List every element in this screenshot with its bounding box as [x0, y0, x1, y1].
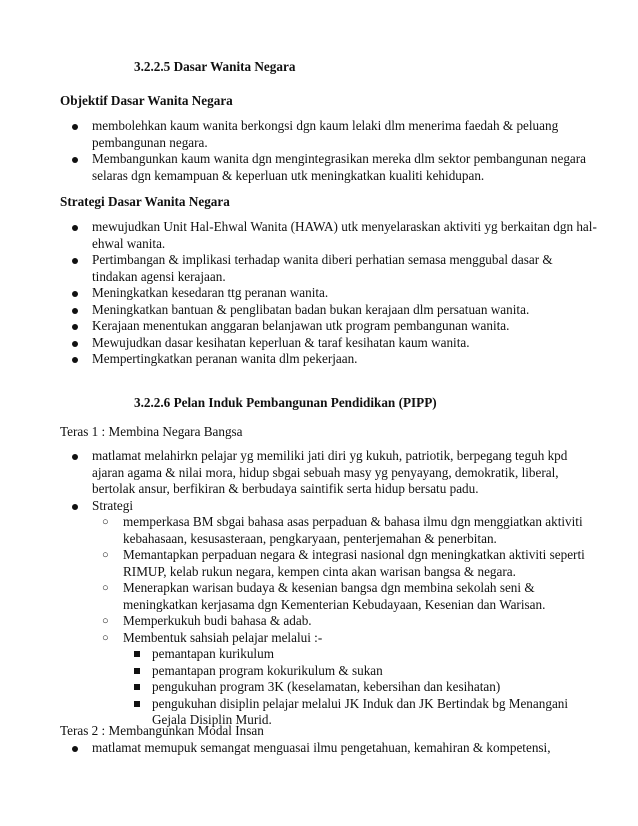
square-bullet-icon: [134, 651, 140, 657]
list-item: Pertimbangan & implikasi terhadap wanita diberi perhatian semasa menggubal dasar & tindakan agensi kerajaan.: [60, 252, 600, 285]
sublist-item: ○ memperkasa BM sbgai bahasa asas perpaduan & bahasa ilmu dgn menggiatkan aktiviti kebahasaan, kesusasteraan, pengkaryaan, penterjemahan & penerbitan.: [102, 514, 583, 546]
circle-bullet-icon: ○: [102, 516, 109, 528]
bullet-icon: [72, 454, 78, 460]
strategi-title: Strategi Dasar Wanita Negara: [60, 194, 230, 209]
list-item: Mempertingkatkan peranan wanita dlm pekerjaan.: [60, 351, 600, 368]
bullet-icon: [72, 308, 78, 314]
sublist-item: ○ Memantapkan perpaduan negara & integrasi nasional dgn meningkatkan aktiviti seperti RIMUP, kelab rukun negara, kempen cinta akan warisan bangsa & negara.: [102, 547, 585, 579]
list-item: Meningkatkan bantuan & penglibatan badan bukan kerajaan dlm persatuan wanita.: [60, 302, 600, 319]
bullet-icon: [72, 258, 78, 264]
list-item: matlamat melahirkn pelajar yg memiliki jati diri yg kukuh, patriotik, berpegang teguh kpd ajaran agama & nilai mora, hidup sbgai sebuah masy yg penyayang, demokratik, liberal, bertolak ansur, berfikiran & berbudaya saintifik serta hidup bersatu padu.: [60, 448, 600, 498]
circle-bullet-icon: ○: [102, 631, 109, 644]
sublist-item: ○ Menerapkan warisan budaya & kesenian bangsa dgn membina sekolah seni & meningkatkan kerjasama dgn Kementerian Kebudayaan, Kesenian dan Warisan.: [102, 580, 546, 612]
teras2-list: [60, 740, 600, 757]
bullet-icon: [72, 746, 78, 752]
list-item: membolehkan kaum wanita berkongsi dgn kaum lelaki dlm menerima faedah & peluang pembangunan negara.: [60, 118, 600, 151]
bullet-icon: [72, 225, 78, 231]
bullet-icon: [72, 124, 78, 130]
bullet-icon: [72, 324, 78, 330]
list-item: matlamat memupuk semangat menguasai ilmu pengetahuan, kemahiran & kompetensi,: [60, 740, 600, 757]
list-item: mewujudkan Unit Hal-Ehwal Wanita (HAWA) utk menyelaraskan aktiviti yg berkaitan dgn hal-ehwal wanita.: [60, 219, 600, 252]
square-bullet-icon: [134, 701, 140, 707]
square-bullet-icon: [134, 684, 140, 690]
bullet-icon: [72, 157, 78, 163]
list-item: Kerajaan menentukan anggaran belanjawan utk program pembangunan wanita.: [60, 318, 600, 335]
teras1-list: [60, 448, 600, 729]
strategi-sublist: [92, 514, 600, 729]
section-heading-pipp: 3.2.2.6 Pelan Induk Pembangunan Pendidikan (PIPP): [134, 395, 437, 410]
teras1-title: Teras 1 : Membina Negara Bangsa: [60, 424, 243, 439]
circle-bullet-icon: ○: [102, 615, 109, 627]
bullet-icon: [72, 291, 78, 297]
list-item: Meningkatkan kesedaran ttg peranan wanita.: [60, 285, 600, 302]
strategi-list: [60, 219, 600, 368]
list-item: Membangunkan kaum wanita dgn mengintegrasikan mereka dlm sektor pembangunan negara selaras dgn kemampuan & keperluan utk meningkatkan kualiti kehidupan.: [60, 151, 600, 184]
sublist-item: pemantapan kurikulum: [123, 646, 600, 663]
bullet-icon: [72, 341, 78, 347]
objektif-title: Objektif Dasar Wanita Negara: [60, 93, 233, 108]
square-bullet-icon: [134, 668, 140, 674]
sublist-item: ○ Memperkukuh budi bahasa & adab.: [102, 613, 312, 628]
sahsiah-sublist: [123, 646, 600, 729]
objektif-list: [60, 118, 600, 184]
sublist-item: ○ Membentuk sahsiah pelajar melalui :- pemantapan kurikulum pemantapan program kokurikulum & sukan pengukuhan program 3K (keselamatan, kebersihan dan kesihatan) pengukuhan disiplin pelajar melalui JK Induk dan JK Bertindak bg Menangani Gejala Disiplin Murid.: [92, 630, 600, 729]
list-item: Strategi ○ memperkasa BM sbgai bahasa asas perpaduan & bahasa ilmu dgn menggiatkan aktiviti kebahasaan, kesusasteraan, pengkaryaan, penterjemahan & penerbitan. ○ Memantapkan perpaduan negara & integrasi nasional dgn meningkatkan aktiviti seperti RIMUP, kelab rukun negara, kempen cinta akan warisan bangsa & negara. ○ Menerapkan warisan budaya & kesenian bangsa dgn membina sekolah seni & meningkatkan kerjasama dgn Kementerian Kebudayaan, Kesenian dan Warisan. ○ Memperkukuh budi bahasa & adab. ○ Membentuk sahsiah pelajar melalui :- pemantapan kurikulum pemantapan program kokurikulum & sukan pengukuhan program 3K (keselamatan, kebersihan dan kesihatan) pengukuhan disiplin pelajar melalui JK Induk dan JK Bertindak bg Menangani Gejala Disiplin Murid.: [60, 498, 600, 729]
teras2-title: Teras 2 : Membangunkan Modal Insan: [60, 723, 264, 738]
circle-bullet-icon: ○: [102, 582, 109, 594]
bullet-icon: [72, 504, 78, 510]
circle-bullet-icon: ○: [102, 549, 109, 561]
sublist-item: pemantapan program kokurikulum & sukan: [123, 663, 600, 680]
list-item: Mewujudkan dasar kesihatan keperluan & taraf kesihatan kaum wanita.: [60, 335, 600, 352]
section-heading-dasar-wanita: 3.2.2.5 Dasar Wanita Negara: [134, 59, 296, 74]
bullet-icon: [72, 357, 78, 363]
sublist-item: pengukuhan program 3K (keselamatan, kebersihan dan kesihatan): [123, 679, 600, 696]
sublist-item: pengukuhan disiplin pelajar melalui JK Induk dan JK Bertindak bg Menangani Gejala Disiplin Murid.: [123, 696, 600, 729]
